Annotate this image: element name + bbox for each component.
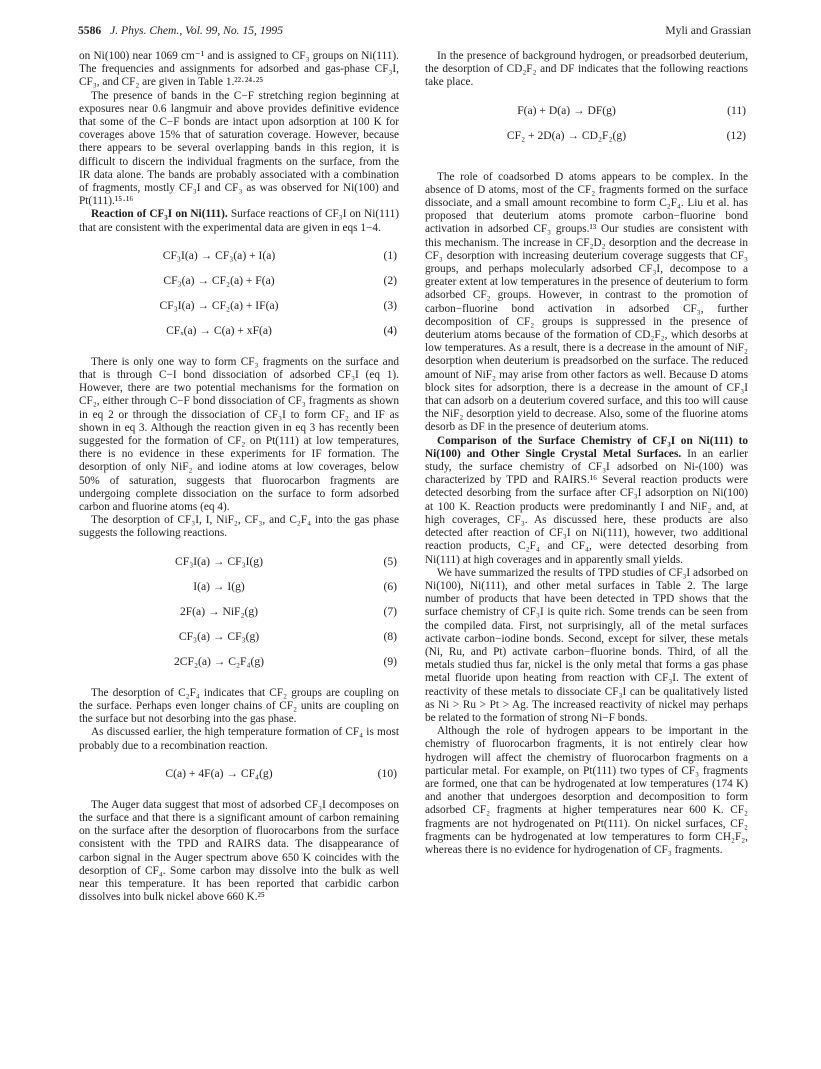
equation-group	[425, 100, 748, 147]
equation-number: (2)	[383, 273, 397, 287]
equation	[79, 651, 399, 673]
equation-expression: 2CF₂(a) → C₂F₄(g)	[173, 654, 265, 668]
left-column	[79, 50, 399, 904]
equation	[79, 763, 399, 785]
equation	[79, 576, 399, 598]
equation-expression: CF₃(a) → CF₂(a) + F(a)	[163, 273, 275, 287]
paragraph-text: In an earlier study, the surface chemistry of CF₃I adsorbed on Ni-(100) was characterized by TPD and RAIRS.¹⁶ Several reaction products were detected desorbing from the surface after CF₃I adsorption on Ni(100) at 100 K. Reaction products were predominantly I and NiF₂ and, at high coverages, CF₃. As discussed here, these products are also detected after reaction of CF₃I on Ni(111), however, two additional reaction products, C₂F₄ and CF₄, were detected desorbing from Ni(111) at high coverages and in apparently small yields.	[425, 447, 748, 566]
section-heading: Comparison of the Surface Chemistry of CF₃I on Ni(111) to Ni(100) and Other Single Crystal Metal Surfaces.	[425, 434, 748, 460]
equation-group	[79, 551, 399, 673]
equation	[79, 270, 399, 292]
paragraph-comparison-heading	[425, 435, 748, 567]
equation	[79, 626, 399, 648]
equation-group	[79, 245, 399, 342]
paragraph: Although the role of hydrogen appears to be important in the chemistry of fluorocarbon fragments, it is not entirely clear how hydrogen will affect the chemistry of fluorocarbon fragments on a particular metal. For example, on Pt(111) two types of CF₃ fragments are formed, one that can be hydrogenated at low temperatures (174 K) and another that undergoes desorption and decomposition to form adsorbed CF₂ fragments at higher temperatures near 600 K. CF₂ fragments are not hydrogenated on Pt(111). On nickel surfaces, CF₂ fragments can be hydrogenated at low temperatures to form CH₂F₂, whereas there is no evidence for hydrogenation of CF₃ fragments.	[425, 725, 748, 856]
equation-number: (10)	[377, 766, 397, 780]
equation	[79, 320, 399, 342]
equation	[79, 601, 399, 623]
page-number: 5586	[78, 24, 102, 37]
paragraph: We have summarized the results of TPD studies of CF₃I adsorbed on Ni(100), Ni(111), and other metal surfaces in Table 2. The large number of products that have been detected in TPD shows that the surface chemistry of CF₃I is quite rich. Some trends can be seen from the compiled data. First, not surprisingly, all of the metal surfaces activate carbon−iodine bonds. Second, except for silver, these metals (Ni, Ru, and Pt) activate carbon−fluorine bonds. Third, of all the metals studied thus far, nickel is the only metal that forms a gas phase metal fluoride upon heating from reaction with CF₃I. The extent of reactivity of these metals to dissociate CF₃I can be qualitatively listed as Ni > Ru > Pt > Ag. The increased reactivity of nickel may perhaps be related to the formation of strong Ni−F bonds.	[425, 566, 748, 724]
equation-group	[79, 763, 399, 785]
paragraph: The role of coadsorbed D atoms appears to be complex. In the absence of D atoms, most of the CF₂ fragments formed on the surface dissociate, and a small amount recombine to form C₂F₄. Liu et al. has proposed that deuterium atoms promote carbon−fluorine bond activation in adsorbed CF₃ groups.¹³ Our studies are consistent with this mechanism. The increase in CF₂D₂ desorption and the decrease in CF₃ desorption with increasing deuterium coverage suggests that CF₃ groups, and perhaps molecularly adsorbed CF₃I, decompose to a greater extent at low temperatures in the presence of deuterium to form adsorbed CF₂ groups. However, in contrast to the promotion of carbon−fluorine bond activation in adsorbed CF₃, further decomposition of CF₂ groups is suppressed in the presence of deuterium atoms because of the formation of CD₂F₂, which desorbs at low temperatures. As a result, there is a decrease in the amount of NiF₂ desorption when deuterium is preadsorbed on the surface. The reduced amount of NiF₂ may arise from other factors as well. Because D atoms block sites for adsorption, there is a decrease in the amount of CF₃I that can adsorb on a deuterium covered surface, and this too will cause the NiF₂ desorption yield to decrease. Also, some of the fluorine atoms desorb as DF in the presence of deuterium atoms.	[425, 170, 748, 434]
equation	[425, 125, 748, 147]
paragraph: In the presence of background hydrogen, or preadsorbed deuterium, the desorption of CD₂F₂ and DF indicates that the following reactions take place.	[425, 50, 748, 89]
equation-number: (9)	[383, 654, 397, 668]
equation-expression: CFₓ(a) → C(a) + xF(a)	[166, 323, 272, 337]
running-authors: Myli and Grassian	[665, 24, 751, 37]
equation-number: (11)	[727, 103, 746, 117]
equation-expression: CF₂ + 2D(a) → CD₂F₂(g)	[506, 128, 627, 142]
equation-number: (3)	[383, 298, 397, 312]
paragraph: The Auger data suggest that most of adsorbed CF₃I decomposes on the surface and that there is a significant amount of carbon remaining on the surface after the desorption of fluorocarbons from the surface consistent with the TPD and RAIRS data. The disappearance of carbon signal in the Auger spectrum above 650 K coincides with the desorption of CF₄. Some carbon may dissolve into the bulk as well near this temperature. It has been reported that carbidic carbon dissolves into bulk nickel above 660 K.²⁵	[79, 798, 399, 904]
equation-number: (12)	[726, 128, 746, 142]
equation	[79, 245, 399, 267]
equation-expression: I(a) → I(g)	[193, 579, 245, 593]
paragraph: The desorption of CF₃I, I, NiF₂, CF₃, and C₂F₄ into the gas phase suggests the following reactions.	[79, 514, 399, 540]
paragraph: As discussed earlier, the high temperature formation of CF₄ is most probably due to a recombination reaction.	[79, 726, 399, 752]
section-heading: Reaction of CF₃I on Ni(111).	[91, 208, 228, 221]
header-left	[78, 24, 283, 37]
equation-expression: CF₃I(a) → CF₃(a) + I(a)	[162, 248, 276, 262]
equation-expression: C(a) + 4F(a) → CF₄(g)	[165, 766, 273, 780]
equation	[79, 551, 399, 573]
paragraph-reaction-heading	[79, 208, 399, 234]
equation-number: (8)	[383, 629, 397, 643]
right-column	[425, 50, 748, 857]
paragraph: The presence of bands in the C−F stretching region beginning at exposures near 0.6 langmuir and above provides definitive evidence that some of the C−F bonds are intact upon adsorption at 100 K for coverages above 15% that of saturation coverage. However, because there appears to be several overlapping bands in this region, it is difficult to discern the individual fragments on the surface, from the IR data alone. The bands are probably associated with a combination of fragments, mostly CF₃I and CF₃ as was observed for Ni(100) and Pt(111).¹⁵·¹⁶	[79, 89, 399, 208]
equation-expression: CF₃I(a) → CF₂(a) + IF(a)	[159, 298, 279, 312]
equation-number: (6)	[383, 579, 397, 593]
equation-expression: CF₃I(a) → CF₃I(g)	[175, 554, 263, 568]
equation-expression: 2F(a) → NiF₂(g)	[179, 604, 259, 618]
equation-number: (5)	[383, 554, 397, 568]
page-header	[78, 24, 751, 40]
equation-number: (4)	[383, 323, 397, 337]
equation	[425, 100, 748, 122]
journal-citation: J. Phys. Chem., Vol. 99, No. 15, 1995	[110, 24, 284, 37]
paragraph: There is only one way to form CF₃ fragments on the surface and that is through C−I bond dissociation of adsorbed CF₃I (eq 1). However, there are two potential mechanisms for the formation on CF₂, either through C−F bond dissociation of CF₃ fragments as shown in eq 2 or through the dissociation of CF₃I to form CF₂ and IF as shown in eq 3. Although the reaction given in eq 3 has recently been suggested for the formation of CF₂ on Pt(111) at low temperatures, there is no evidence in these experiments for IF formation. The desorption of only NiF₂ and iodine atoms at low coverages, below 50% of saturation, suggests that fluorocarbon fragments are undergoing complete dissociation on the surface to form adsorbed carbon and fluorine atoms (eq 4).	[79, 355, 399, 514]
paragraph: The desorption of C₂F₄ indicates that CF₂ groups are coupling on the surface. Perhaps even longer chains of CF₂ units are coupling on the surface but not desorbing into the gas phase.	[79, 686, 399, 726]
paragraph-text: Surface reactions of CF₃I on Ni(111) that are consistent with the experimental data are given in eqs 1−4.	[79, 208, 399, 234]
equation	[79, 295, 399, 317]
equation-number: (7)	[383, 604, 397, 618]
equation-expression: F(a) + D(a) → DF(g)	[517, 103, 616, 117]
paragraph: on Ni(100) near 1069 cm⁻¹ and is assigned to CF₃ groups on Ni(111). The frequencies and assignments for adsorbed and gas-phase CF₃I, CF₃, and CF₂ are given in Table 1.²²·²⁴·²⁵	[79, 50, 399, 89]
equation-number: (1)	[383, 248, 397, 262]
equation-expression: CF₃(a) → CF₃(g)	[178, 629, 260, 643]
